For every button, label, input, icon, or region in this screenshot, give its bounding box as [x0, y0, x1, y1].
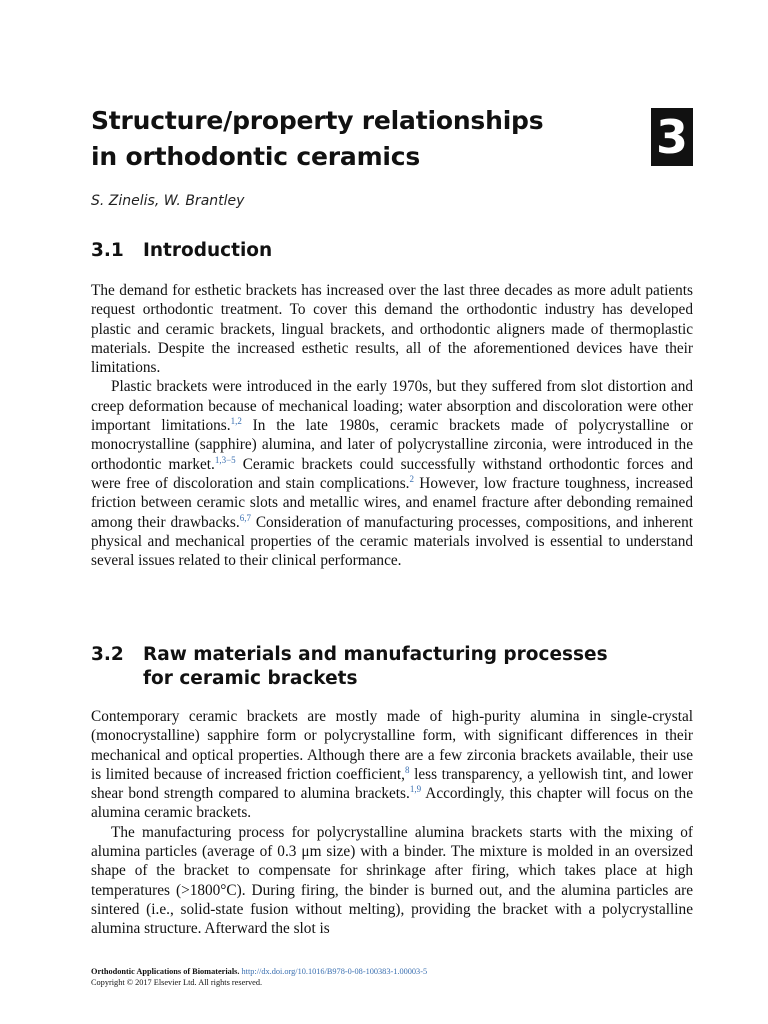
paragraph-text: In the late 1980s, ceramic brackets made of polycrystalline or monocrystalline (sapphire) alumina, and later of polycrystalline zirconia, were introduced in the orthodontic market. [91, 417, 693, 473]
paragraph-text: Ceramic brackets could successfully withstand orthodontic forces and were free of discoloration and stain complications. [91, 455, 693, 492]
citation-link[interactable]: 1,9 [409, 784, 422, 795]
page-footer [91, 966, 711, 988]
citation-link[interactable]: 6,7 [239, 512, 251, 523]
section-heading-raw-materials [91, 643, 608, 691]
citation-link[interactable]: 2 [409, 473, 414, 484]
paragraph [91, 707, 693, 823]
paragraph-text: Accordingly, this chapter will focus on the alumina ceramic brackets. [91, 785, 693, 822]
chapter-title-line-1: Structure/property relationships [91, 106, 544, 135]
section-title-line-2: for ceramic brackets [143, 668, 358, 689]
section-title-line-1: Raw materials and manufacturing processes [143, 644, 608, 665]
paragraph-text: However, low fracture toughness, increased friction between ceramic slots and metallic wires, and enamel fracture after debonding remained among their drawbacks. [91, 474, 693, 531]
citation-line [91, 966, 711, 977]
chapter-title-line-2: in orthodontic ceramics [91, 142, 421, 171]
copyright-notice: Copyright © 2017 Elsevier Ltd. All rights reserved. [91, 978, 263, 987]
paragraph-text: Plastic brackets were introduced in the early 1970s, but they suffered from slot distortion and creep deformation because of mechanical loading; water absorption and discoloration were other important limitations. [91, 378, 693, 435]
chapter-title [91, 103, 611, 175]
paragraph [91, 377, 693, 570]
section-heading-introduction [91, 239, 272, 263]
paragraph-text: Contemporary ceramic brackets are mostly made of high-purity alumina in single-crystal (monocrystalline) sapphire form or polycrystalline form, with significant differences in their mechanical and optical properties. Although there are a few zirconia brackets available, their use is limited because of increased friction coefficient, [91, 708, 693, 783]
authors: S. Zinelis, W. Brantley [91, 193, 245, 209]
section-body-introduction [91, 281, 693, 570]
chapter-number-badge: 3 [651, 108, 693, 166]
section-number: 3.2 [91, 644, 124, 665]
book-title: Orthodontic Applications of Biomaterials. [91, 967, 240, 976]
section-title: Introduction [143, 240, 273, 261]
citation-link[interactable]: 1,3−5 [214, 454, 236, 465]
citation-link[interactable]: 8 [404, 764, 410, 775]
paragraph: The demand for esthetic brackets has increased over the last three decades as more adult patients request orthodontic treatment. To cover this demand the orthodontic industry has developed plastic and ceramic brackets, lingual brackets, and orthodontic aligners made of thermoplastic materials. Despite the increased esthetic results, all of the aforementioned devices have their limitations. [91, 282, 693, 377]
paragraph-text: Consideration of manufacturing processes, compositions, and inherent physical and mechanical properties of the ceramic materials involved is essential to understand several issues related to their clinical performance. [91, 513, 693, 570]
section-number: 3.1 [91, 240, 124, 261]
citation-link[interactable]: 1,2 [230, 416, 242, 427]
doi-link[interactable]: http://dx.doi.org/10.1016/B978-0-08-100383-1.00003-5 [241, 967, 428, 976]
paragraph-text: less transparency, a yellowish tint, and lower shear bond strength compared to alumina brackets. [91, 765, 693, 803]
section-body-raw-materials [91, 707, 693, 939]
paragraph: The manufacturing process for polycrystalline alumina brackets starts with the mixing of alumina particles (average of 0.3 μm size) with a binder. The mixture is molded in an oversized shape of the bracket to compensate for shrinkage after firing, which takes place at high temperatures (>1800°C). During firing, the binder is burned out, and the alumina particles are sintered (i.e., solid-state fusion without melting), providing the bracket with a polycrystalline alumina structure. Afterward the slot is [91, 823, 693, 938]
